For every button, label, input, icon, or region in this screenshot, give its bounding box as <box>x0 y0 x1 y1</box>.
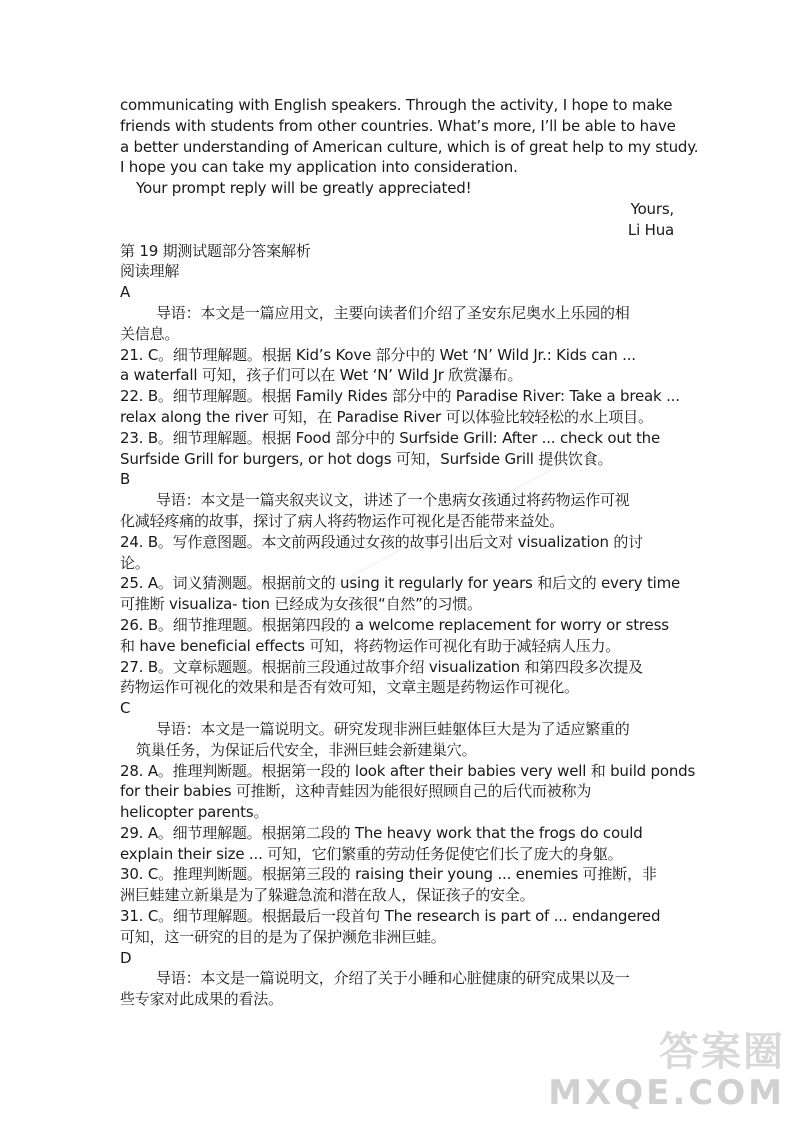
site-watermark <box>548 1030 785 1112</box>
answer-line: 洲巨蛙建立新巢是为了躲避急流和潜在敌人，保证孩子的安全。 <box>120 886 535 905</box>
answer-line: for their babies 可推断，这种青蛙因为能很好照顾自己的后代而被称为 <box>120 782 592 801</box>
letter-line: friends with students from other countries. What’s more, I’ll be able to have <box>120 116 676 135</box>
section-subtitle: 阅读理解 <box>120 262 180 281</box>
answer-line: 23. B。细节理解题。根据 Food 部分中的 Surfside Grill: After ... check out the <box>120 428 660 447</box>
answer-line: 22. B。细节理解题。根据 Family Rides 部分中的 Paradise River: Take a break ... <box>120 387 680 406</box>
answer-line: 26. B。细节推理题。根据第四段的 a welcome replacement for worry or stress <box>120 615 669 634</box>
passage-intro: 导语：本文是一篇说明文。研究发现非洲巨蛙躯体巨大是为了适应繁重的 <box>156 719 630 738</box>
signoff-yours: Yours, <box>630 199 674 218</box>
answer-line: 24. B。写作意图题。本文前两段通过女孩的故事引出后文对 visualization 的讨 <box>120 532 643 551</box>
section-title: 第 19 期测试题部分答案解析 <box>120 241 311 260</box>
answer-line: 可推断 visualiza- tion 已经成为女孩很“自然”的习惯。 <box>120 595 482 614</box>
passage-intro: 导语：本文是一篇夹叙夹议文，讲述了一个患病女孩通过将药物运作可视 <box>156 491 630 510</box>
letter-line: a better understanding of American culture, which is of great help to my study. <box>120 137 699 156</box>
watermark-logo: 答案圈 <box>659 1029 785 1075</box>
answer-line: Surfside Grill for burgers, or hot dogs 可知，Surfside Grill 提供饮食。 <box>120 449 613 468</box>
passage-intro: 筑巢任务，为保证后代安全，非洲巨蛙会新建巢穴。 <box>136 740 477 759</box>
answer-line: 30. C。推理判断题。根据第三段的 raising their young ... enemies 可推断，非 <box>120 865 657 884</box>
answer-line: a waterfall 可知，孩子们可以在 Wet ‘N’ Wild Jr 欣赏瀑布。 <box>120 366 523 385</box>
answer-line: 31. C。细节理解题。根据最后一段首句 The research is part of ... endangered <box>120 907 661 926</box>
answer-line: 25. A。词义猜测题。根据前文的 using it regularly for years 和后文的 every time <box>120 574 681 593</box>
answer-line: helicopter parents。 <box>120 803 269 822</box>
watermark-url: MXQE.COM <box>548 1073 785 1113</box>
passage-intro: 关信息。 <box>120 324 180 343</box>
passage-intro: 化减轻疼痛的故事，探讨了病人将药物运作可视化是否能带来益处。 <box>120 511 565 530</box>
answer-line: relax along the river 可知，在 Paradise River 可以体验比较轻松的水上项目。 <box>120 407 653 426</box>
text-column <box>120 95 699 1010</box>
letter-line: I hope you can take my application into consideration. <box>120 158 518 177</box>
answer-line: 27. B。文章标题题。根据前三段通过故事介绍 visualization 和第四段多次提及 <box>120 657 643 676</box>
passage-label-d: D <box>120 948 132 967</box>
answer-line: 28. A。推理判断题。根据第一段的 look after their babies very well 和 build ponds <box>120 761 696 780</box>
passage-intro: 导语：本文是一篇应用文，主要向读者们介绍了圣安东尼奥水上乐园的相 <box>156 303 630 322</box>
answer-line: explain their size ... 可知，它们繁重的劳动任务促使它们长了庞大的身躯。 <box>120 844 623 863</box>
passage-label-c: C <box>120 699 131 718</box>
answer-line: 29. A。细节理解题。根据第二段的 The heavy work that the frogs do could <box>120 823 643 842</box>
answer-line: 21. C。细节理解题。根据 Kid’s Kove 部分中的 Wet ‘N’ Wild Jr.: Kids can ... <box>120 345 636 364</box>
answer-line: 和 have beneficial effects 可知，将药物运作可视化有助于减轻病人压力。 <box>120 636 621 655</box>
answer-line: 论。 <box>120 553 150 572</box>
passage-intro: 些专家对此成果的看法。 <box>120 990 283 1009</box>
passage-intro: 导语：本文是一篇说明文，介绍了关于小睡和心脏健康的研究成果以及一 <box>156 969 630 988</box>
answer-line: 药物运作可视化的效果和是否有效可知，文章主题是药物运作可视化。 <box>120 678 579 697</box>
letter-closing: Your prompt reply will be greatly appreciated! <box>136 179 472 198</box>
letter-line: communicating with English speakers. Through the activity, I hope to make <box>120 96 673 114</box>
answer-line: 可知，这一研究的目的是为了保护濒危非洲巨蛙。 <box>120 927 446 946</box>
signoff-name: Li Hua <box>627 220 674 239</box>
passage-label-a: A <box>120 283 131 302</box>
passage-label-b: B <box>120 470 131 489</box>
